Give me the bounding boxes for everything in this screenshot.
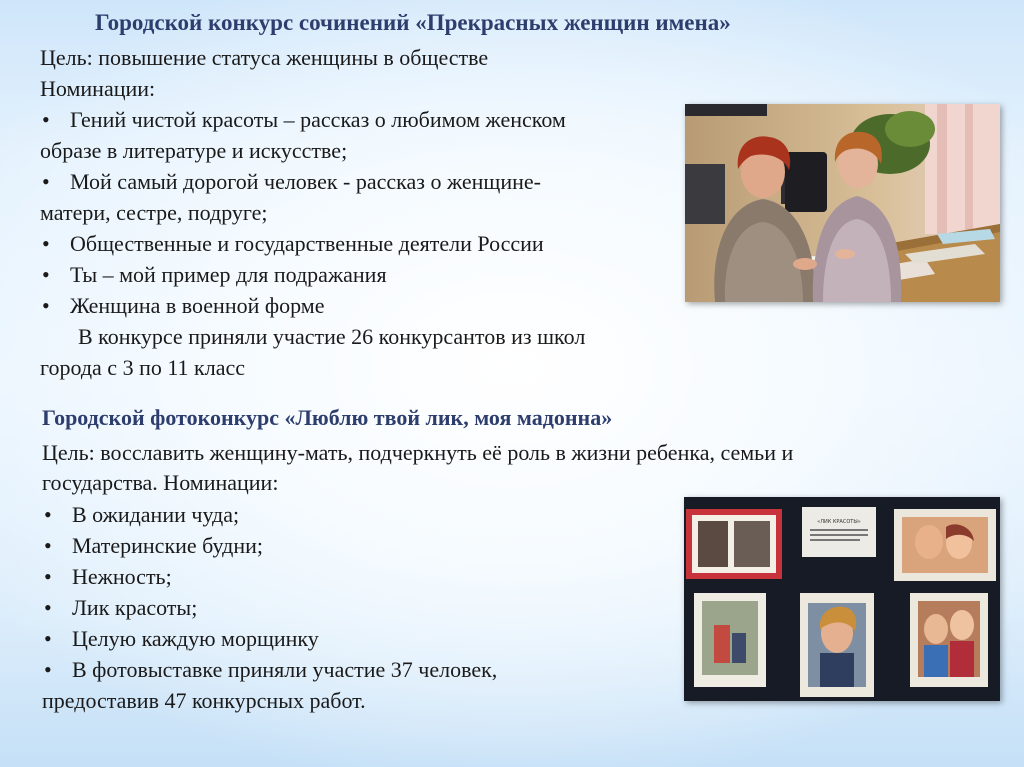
section2-item4: Лик красоты; xyxy=(72,595,198,620)
bullet-icon: • xyxy=(44,626,52,651)
section2-item1: В ожидании чуда; xyxy=(72,502,240,527)
bullet-icon: • xyxy=(44,595,52,620)
section1-participation-line2: города с 3 по 11 класс xyxy=(40,355,245,380)
section1-item2-line2: матери, сестре, подруге; xyxy=(40,200,268,225)
bullet-icon: • xyxy=(42,293,50,318)
section2-item3: Нежность; xyxy=(72,564,172,589)
photo-women-at-table xyxy=(685,104,1000,302)
section2-item6-line1: В фотовыставке приняли участие 37 человек, xyxy=(72,657,498,682)
bullet-icon: • xyxy=(44,564,52,589)
section2-title: Городской фотоконкурс «Люблю твой лик, моя мадонна» xyxy=(42,405,613,430)
section2-item6-line2: предоставив 47 конкурсных работ. xyxy=(42,688,366,713)
section1-nominations-label: Номинации: xyxy=(40,76,156,101)
photo-exhibition-board xyxy=(684,497,1000,701)
section2-item2: Материнские будни; xyxy=(72,533,263,558)
bullet-icon: • xyxy=(42,169,50,194)
bullet-icon: • xyxy=(44,502,52,527)
section2-goal-line2: государства. Номинации: xyxy=(42,470,279,495)
section1-item1-line2: образе в литературе и искусстве; xyxy=(40,138,348,163)
section1-participation-line1: В конкурсе приняли участие 26 конкурсантов из школ xyxy=(78,324,586,349)
exhibit-poster-text: «ЛИК КРАСОТЫ» xyxy=(817,519,861,525)
section1-item5: Женщина в военной форме xyxy=(70,293,325,318)
section1-item2-line1: Мой самый дорогой человек - рассказ о женщине- xyxy=(70,169,541,194)
section2-goal-line1: Цель: восславить женщину-мать, подчеркнуть её роль в жизни ребенка, семьи и xyxy=(42,440,794,465)
photo-exhibition-board-image xyxy=(684,497,1000,701)
section1-item3: Общественные и государственные деятели России xyxy=(70,231,544,256)
photo-women-at-table-image xyxy=(685,104,1000,302)
section1-item4: Ты – мой пример для подражания xyxy=(70,262,387,287)
section1-item1-line1: Гений чистой красоты – рассказ о любимом женском xyxy=(70,107,566,132)
bullet-icon: • xyxy=(42,262,50,287)
section2-item5: Целую каждую морщинку xyxy=(72,626,319,651)
bullet-icon: • xyxy=(42,231,50,256)
bullet-icon: • xyxy=(44,533,52,558)
section1-title: Городской конкурс сочинений «Прекрасных женщин имена» xyxy=(95,10,731,35)
bullet-icon: • xyxy=(44,657,52,682)
bullet-icon: • xyxy=(42,107,50,132)
section1-goal: Цель: повышение статуса женщины в обществе xyxy=(40,45,489,70)
